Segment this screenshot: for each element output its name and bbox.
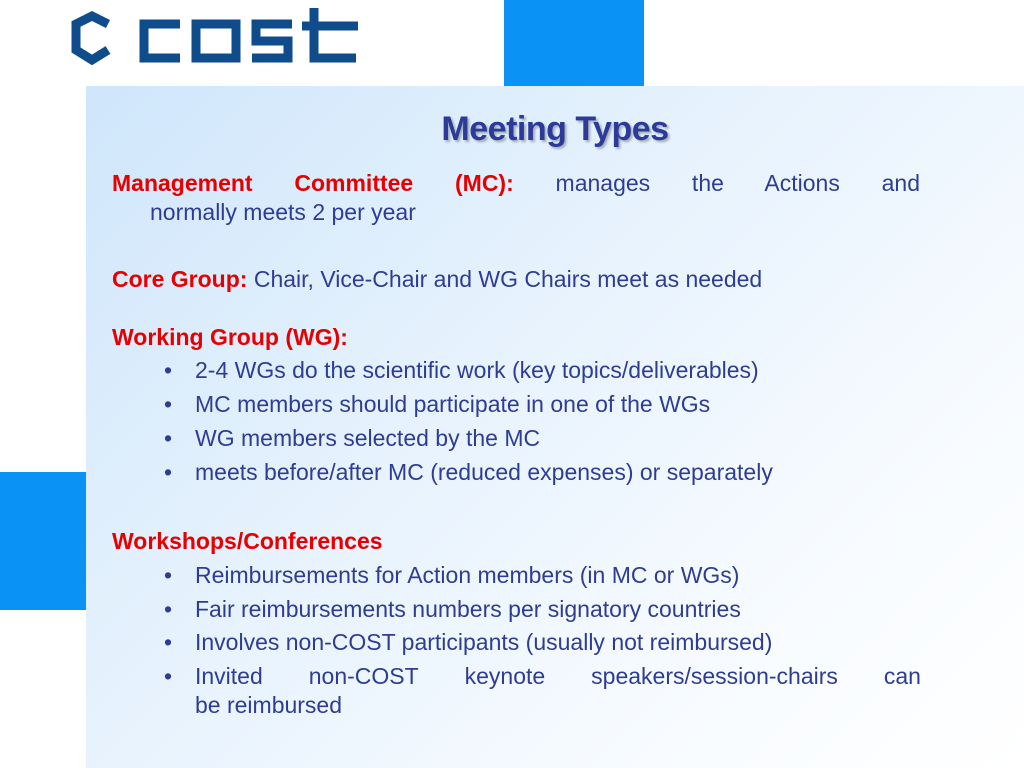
core-group-paragraph xyxy=(112,265,762,294)
wg-bullet-item xyxy=(164,424,541,453)
decorative-blue-block-top xyxy=(504,0,644,86)
bullet-dot-icon: • xyxy=(164,425,173,451)
wg-bullet-text: MC members should participate in one of the WGs xyxy=(195,391,711,417)
bullet-dot-icon: • xyxy=(164,562,173,588)
mc-paragraph xyxy=(112,169,920,198)
cost-logo-icon xyxy=(60,4,380,80)
ws-word: keynote xyxy=(464,663,546,689)
wg-bullet-item xyxy=(164,356,759,385)
cost-logo xyxy=(60,4,380,80)
ws-bullet-item xyxy=(164,628,773,657)
ws-bullet-text: Reimbursements for Action members (in MC or WGs) xyxy=(195,562,740,588)
decorative-blue-block-left xyxy=(0,472,86,610)
core-group-heading: Core Group: xyxy=(112,266,248,292)
bullet-dot-icon: • xyxy=(164,663,173,689)
wg-bullet-text: WG members selected by the MC xyxy=(195,425,541,451)
ws-bullet-text-line2: be reimbursed xyxy=(195,692,343,718)
wg-bullet-text: 2-4 WGs do the scientific work (key topics/deliverables) xyxy=(195,357,759,383)
ws-bullet-text: Involves non-COST participants (usually not reimbursed) xyxy=(195,629,773,655)
mc-heading: Management Committee (MC): xyxy=(112,170,514,196)
working-group-heading: Working Group (WG): xyxy=(112,324,348,350)
ws-word: non-COST xyxy=(308,663,419,689)
ws-bullet-item xyxy=(164,595,741,624)
wg-bullet-item xyxy=(164,390,711,419)
slide-title: Meeting Types xyxy=(441,110,669,148)
ws-bullet-item xyxy=(164,662,921,691)
bullet-dot-icon: • xyxy=(164,629,173,655)
mc-text-line2: normally meets 2 per year xyxy=(150,199,416,225)
bullet-dot-icon: • xyxy=(164,459,173,485)
workshops-heading: Workshops/Conferences xyxy=(112,528,383,554)
wg-bullet-text: meets before/after MC (reduced expenses) or separately xyxy=(195,459,773,485)
core-group-text: Chair, Vice-Chair and WG Chairs meet as needed xyxy=(253,266,763,292)
bullet-dot-icon: • xyxy=(164,391,173,417)
ws-word: can xyxy=(883,663,921,689)
ws-bullet-item xyxy=(164,561,740,590)
bullet-dot-icon: • xyxy=(164,596,173,622)
mc-text-line1: manages the Actions and xyxy=(555,170,920,196)
wg-bullet-item xyxy=(164,458,773,487)
ws-word: speakers/session-chairs xyxy=(591,663,838,689)
ws-word: Invited xyxy=(195,663,263,689)
ws-bullet-text: Fair reimbursements numbers per signatory countries xyxy=(195,596,741,622)
bullet-dot-icon: • xyxy=(164,357,173,383)
ws-bullet-text-line1 xyxy=(195,662,921,691)
